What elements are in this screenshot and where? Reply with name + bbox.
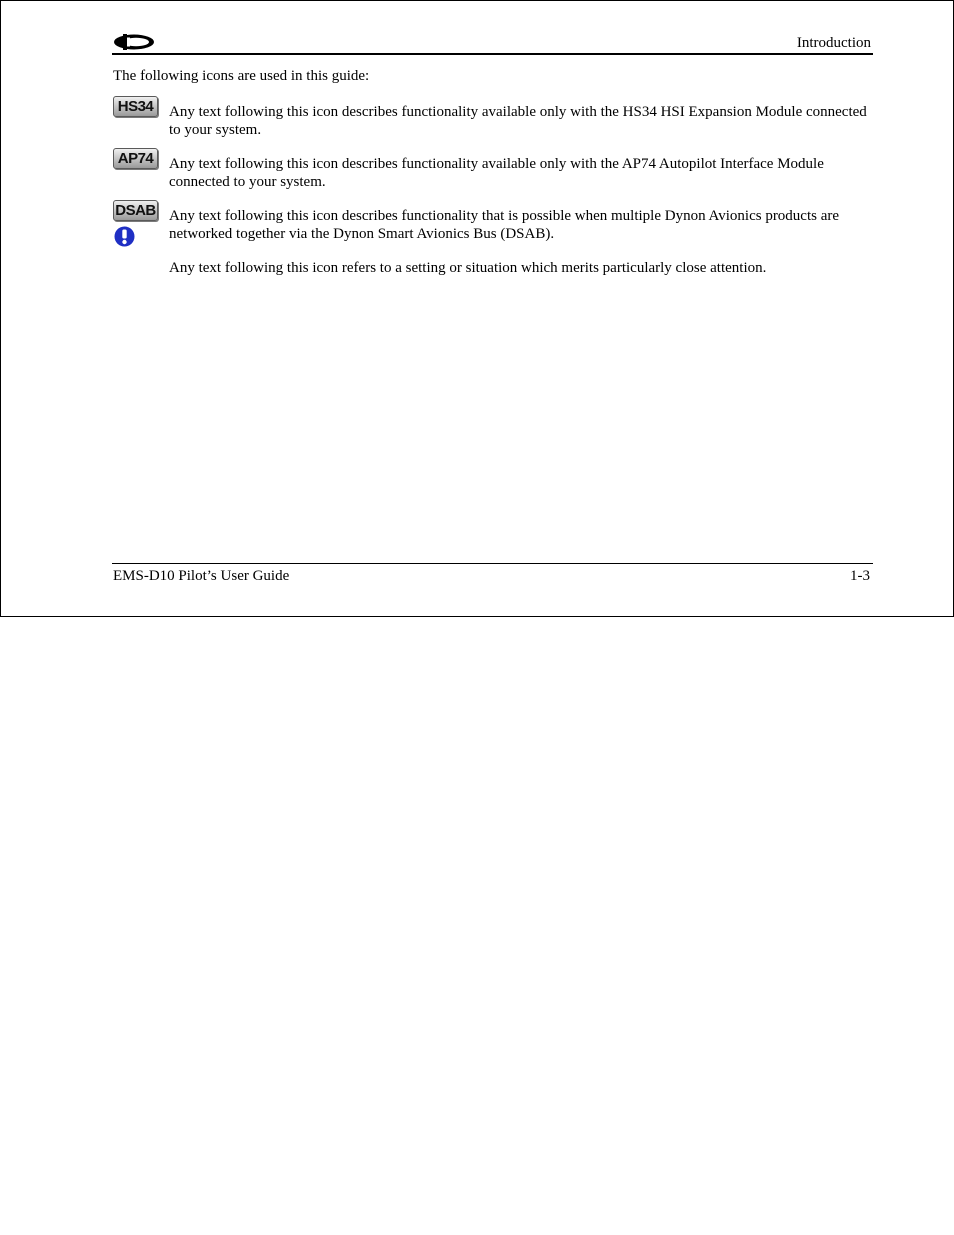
icon-legend-text: Any text following this icon describes functionality that is possible when multiple Dynon Avionics products are networked together via the Dynon Smart Avionics Bus (DSAB). bbox=[169, 208, 840, 242]
ap74-badge-icon: AP74 bbox=[113, 148, 158, 169]
document-page bbox=[0, 0, 954, 617]
intro-text: The following icons are used in this guide: bbox=[113, 68, 370, 84]
icon-legend-text: Any text following this icon describes functionality available only with the HS34 HSI Expansion Module connected to your system. bbox=[169, 104, 867, 138]
dynon-logo-icon bbox=[112, 33, 156, 51]
icon-legend-list bbox=[113, 96, 873, 286]
dsab-badge-icon: DSAB bbox=[113, 200, 158, 221]
icon-legend-item-attention bbox=[113, 252, 873, 277]
page-header bbox=[112, 31, 873, 55]
section-title: Introduction bbox=[796, 35, 871, 51]
page-number: 1-3 bbox=[850, 568, 870, 584]
icon-legend-item-dsab bbox=[113, 200, 873, 243]
icon-legend-text: Any text following this icon describes functionality available only with the AP74 Autopilot Interface Module connected to your system. bbox=[169, 156, 824, 190]
page-footer bbox=[112, 563, 873, 584]
guide-title: EMS-D10 Pilot’s User Guide bbox=[113, 568, 290, 584]
icon-legend-item-ap74 bbox=[113, 148, 873, 191]
icon-legend-text: Any text following this icon refers to a setting or situation which merits particularly close attention. bbox=[169, 260, 767, 276]
icon-legend-item-hs34 bbox=[113, 96, 873, 139]
exclamation-icon bbox=[114, 226, 135, 247]
hs34-badge-icon: HS34 bbox=[113, 96, 158, 117]
